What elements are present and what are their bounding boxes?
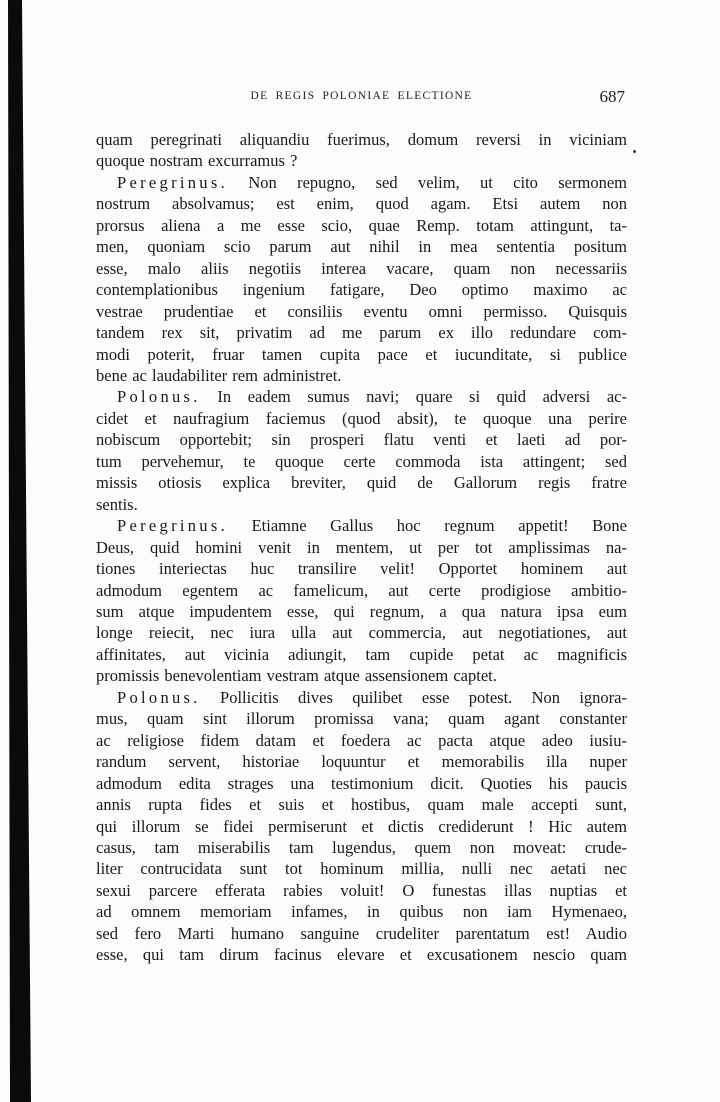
text-line: tiones interiectas huc transilire velit! Opportet hominem aut — [96, 559, 627, 579]
text-line: admodum edita strages una testimonium dicit. Quoties his paucis — [96, 773, 627, 793]
text-line: Peregrinus. Etiamne Gallus hoc regnum appetit! Bone — [117, 516, 627, 536]
text-line: cidet et naufragium faciemus (quod absit), te quoque una perire — [96, 408, 627, 428]
text-line: men, quoniam scio parum aut nihil in mea sententia positum — [96, 237, 627, 257]
text-line: liter contrucidata sunt tot hominum millia, nulli nec aetati nec — [96, 859, 627, 879]
text-line: nostrum absolvamus; est enim, quod agam. Etsi autem non — [96, 194, 627, 214]
text-line: admodum egentem ac famelicum, aut certe prodigiose ambitio- — [96, 580, 627, 600]
text-line: prorsus aliena a me esse scio, quae Remp. totam attingunt, ta- — [96, 215, 627, 235]
text-line: sum atque impudentem esse, qui regnum, a qua natura ipsa eum — [96, 601, 627, 621]
text-line: modi poterit, fruar tamen cupita pace et iucunditate, si publice — [96, 344, 627, 364]
running-head — [96, 87, 627, 107]
text-line: esse, malo aliis negotiis interea vacare, quam non necessariis — [96, 258, 627, 278]
text-line: quoque nostram excurramus ? — [96, 151, 298, 171]
text-line: missis otiosis explica breviter, quid de Gallorum regis fratre — [96, 473, 627, 493]
running-head-title: DE REGIS POLONIAE ELECTIONE — [250, 90, 473, 102]
text-line: sentis. — [96, 494, 138, 514]
speaker-name: Polonus. — [117, 387, 201, 407]
text-line: tandem rex sit, privatim ad me parum ex illo redundare com- — [96, 323, 627, 343]
text-line: sexui parcere efferata rabies voluit! O funestas illas nuptias et — [96, 880, 627, 900]
text-line: tum pervehemur, te quoque certe commoda ista attingent; sed — [96, 451, 627, 471]
speaker-name: Peregrinus. — [117, 172, 228, 192]
text-line: longe reiecit, nec iura ulla aut commercia, aut negotiationes, aut — [96, 623, 627, 643]
text-line: contemplationibus ingenium fatigare, Deo optimo maximo ac — [96, 280, 627, 300]
text-line: sed fero Marti humano sanguine crudeliter parentatum est! Audio — [96, 923, 627, 943]
text-line: promissis benevolentiam vestram atque assensionem captet. — [96, 666, 497, 686]
text-line: Deus, quid homini venit in mentem, ut per tot amplissimas na- — [96, 537, 627, 557]
text-line: ad omnem memoriam infames, in quibus non iam Hymenaeo, — [96, 902, 627, 922]
scan-edge-shadow — [0, 0, 40, 1102]
scan-artifact-dot — [633, 150, 636, 153]
text-line: esse, qui tam dirum facinus elevare et excusationem nescio quam — [96, 945, 627, 965]
text-line: casus, tam miserabilis tam lugendus, quem non moveat: crude- — [96, 837, 627, 857]
text-line: qui illorum se fidei permiserunt et dictis crediderunt ! Hic autem — [96, 816, 627, 836]
text-line: randum servent, historiae loquuntur et memorabilis illa nuper — [96, 752, 627, 772]
text-block — [96, 129, 627, 966]
text-line: mus, quam sint illorum promissa vana; quam agant constanter — [96, 709, 627, 729]
text-line: Polonus. In eadem sumus navi; quare si quid adversi ac- — [117, 387, 627, 407]
text-line: quam peregrinati aliquandiu fuerimus, domum reversi in viciniam — [96, 130, 627, 149]
text-line: bene ac laudabiliter rem administret. — [96, 365, 342, 385]
page-number: 687 — [599, 87, 625, 106]
text-line: Polonus. Pollicitis dives quilibet esse potest. Non ignora- — [117, 687, 627, 707]
speaker-name: Peregrinus. — [117, 516, 228, 536]
text-line: Peregrinus. Non repugno, sed velim, ut cito sermonem — [117, 172, 627, 192]
speaker-name: Polonus. — [117, 687, 201, 707]
text-line: ac religiose fidem datam et foedera ac pacta atque adeo iusiu- — [96, 730, 627, 750]
text-line: annis rupta fides et suis et hostibus, quam male accepti sunt, — [96, 795, 627, 815]
text-line: vestrae prudentiae et consiliis eventu omni permisso. Quisquis — [96, 301, 627, 321]
text-line: affinitates, aut vicinia adiungit, tam cupide petat ac magnificis — [96, 644, 627, 664]
text-line: nobiscum opportebit; sin prosperi flatu venti et laeti ad por- — [96, 430, 627, 450]
